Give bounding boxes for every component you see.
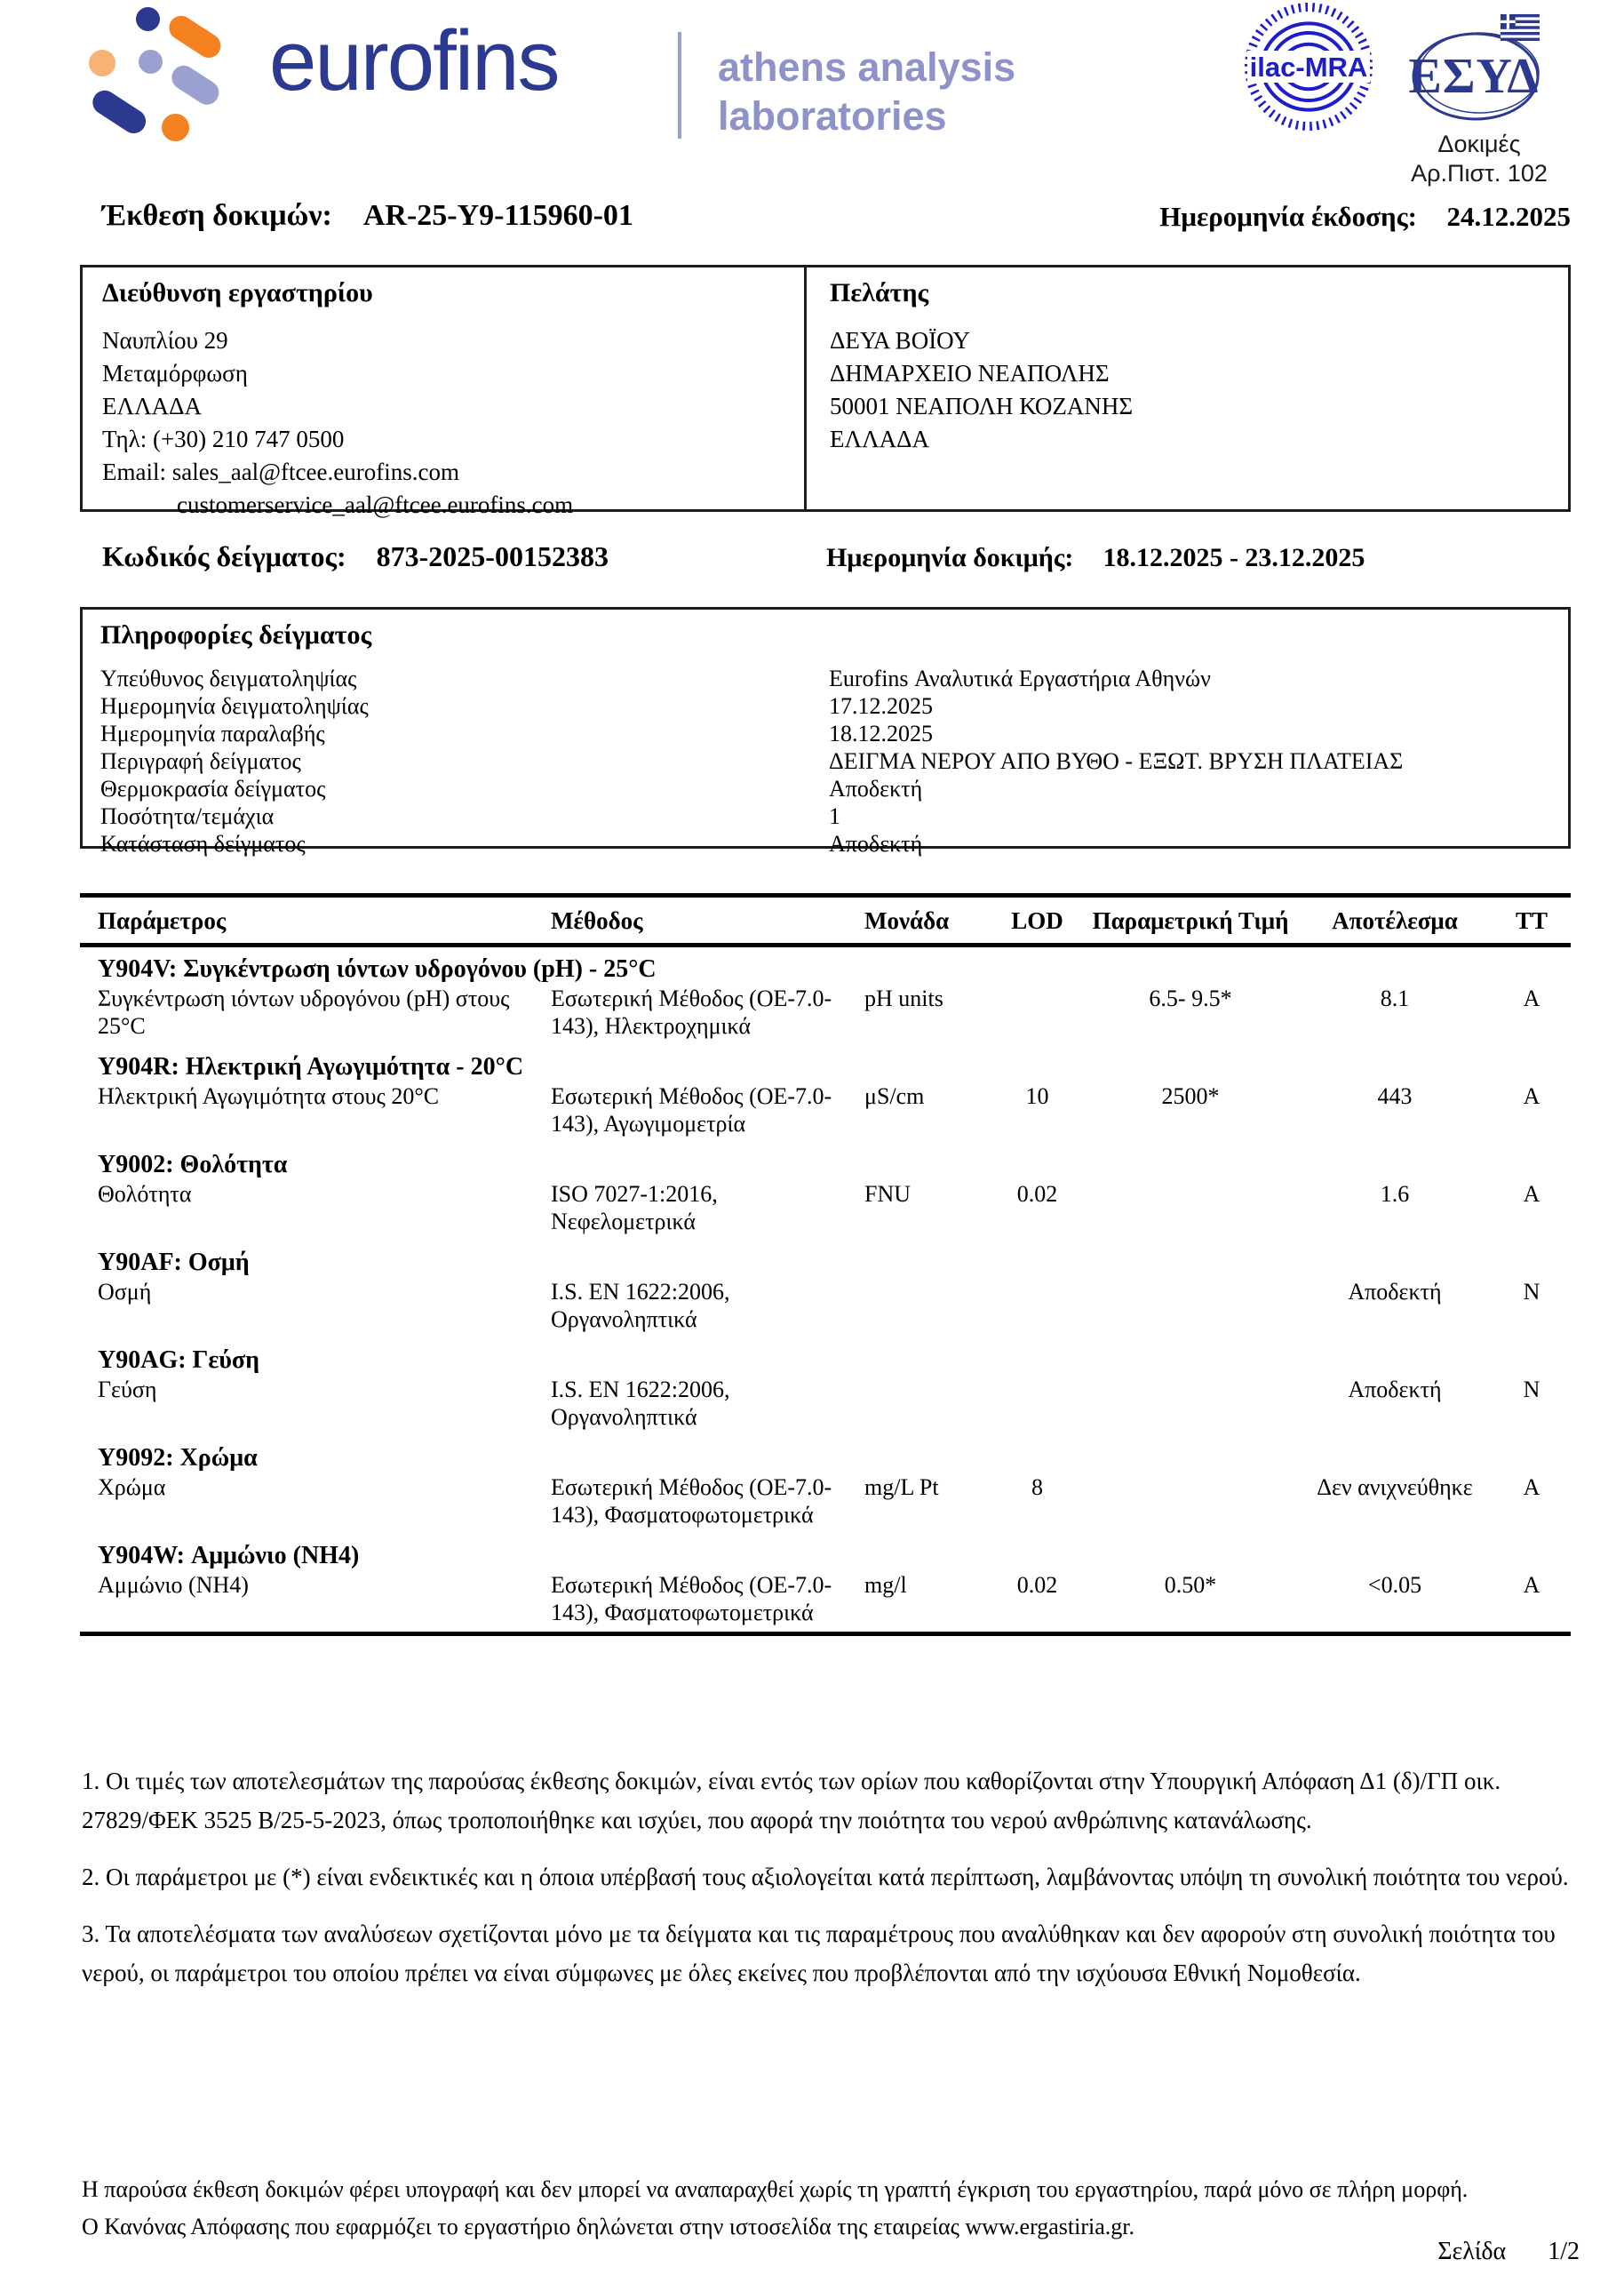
cell-result: Δεν ανιχνεύθηκε: [1317, 1474, 1473, 1500]
cell-tt: A: [1523, 1572, 1540, 1598]
accreditation-caption-line2: Αρ.Πιστ. 102: [1411, 160, 1548, 187]
sample-info-row: [83, 720, 1568, 747]
lab-address-line: Ναυπλίου 29: [102, 327, 228, 354]
issue-date-label: Ημερομηνία έκδοσης:: [1159, 201, 1417, 232]
cell-parameter: Χρώμα: [98, 1474, 166, 1500]
sample-info-label: Υπεύθυνος δειγματοληψίας: [100, 666, 357, 691]
cell-tt: A: [1523, 1474, 1540, 1500]
eurofins-wordmark: eurofins: [269, 13, 559, 108]
page-label: Σελίδα: [1437, 2238, 1507, 2265]
client-line: ΔΕΥΑ ΒΟΪΟΥ: [830, 327, 970, 354]
cell-parameter: Αμμώνιο (NH4): [98, 1572, 249, 1598]
sample-info-label: Ημερομηνία δειγματοληψίας: [100, 693, 369, 719]
cell-parametric-value: 0.50*: [1164, 1572, 1217, 1598]
cell-lod: 0.02: [1016, 1181, 1058, 1207]
lab-email-secondary: customerservice_aal@ftcee.eurofins.com: [177, 491, 574, 518]
results-table-header: [80, 898, 1571, 947]
lab-address-section: [83, 267, 804, 518]
col-header-result: Αποτέλεσμα: [1332, 907, 1458, 934]
group-title: Y904W: Αμμώνιο (NH4): [98, 1542, 360, 1569]
sample-info-value: 1: [829, 803, 840, 829]
group-title: Y90AF: Οσμή: [98, 1249, 250, 1276]
logo-dumbbell-icon: [167, 61, 223, 109]
cell-parameter: Ηλεκτρική Αγωγιμότητα στους 20°C: [98, 1083, 440, 1109]
table-row: [80, 1376, 1571, 1431]
sample-info-heading: Πληροφορίες δείγματος: [100, 620, 372, 650]
page-value: 1/2: [1548, 2238, 1580, 2265]
cell-method: Εσωτερική Μέθοδος (ΟΕ-7.0-143), Φασματοφωτομετρικά: [551, 1572, 832, 1625]
cell-method: Εσωτερική Μέθοδος (ΟΕ-7.0-143), Ηλεκτροχημικά: [551, 986, 832, 1039]
page-number: [1437, 2238, 1580, 2266]
report-title-label: Έκθεση δοκιμών:: [102, 199, 332, 232]
sample-info-row: [83, 665, 1568, 692]
sample-info-value: 18.12.2025: [829, 721, 933, 746]
group-title: Y9092: Χρώμα: [98, 1444, 258, 1472]
lab-address-heading: Διεύθυνση εργαστηρίου: [102, 278, 373, 307]
group-title: Y904V: Συγκέντρωση ιόντων υδρογόνου (pH) - 25°C: [98, 955, 657, 983]
eurofins-dots-logo-icon: [87, 5, 238, 152]
cell-unit: μS/cm: [864, 1083, 925, 1109]
cell-parametric-value: 2500*: [1161, 1083, 1220, 1109]
sample-info-row: [83, 830, 1568, 858]
cell-result: 1.6: [1380, 1181, 1410, 1207]
cell-result: 8.1: [1380, 986, 1410, 1011]
note-1: 1. Οι τιμές των αποτελεσμάτων της παρούσας έκθεσης δοκιμών, είναι εντός των ορίων που καθορίζονται στην Υπουργική Απόφαση Δ1 (δ)/ΓΠ οικ. 27829/ΦΕΚ 3525 Β/25-5-2023, όπως τροποποιήθηκε και ισχύει, που αφορά την ποιότητα του νερού ανθρώπινης κατανάλωσης.: [82, 1768, 1501, 1833]
note-3: 3. Τα αποτελέσματα των αναλύσεων σχετίζονται μόνο με τα δείγματα και τις παραμέτρους που αναλύθηκαν και δεν αφορούν στη συνολική ποιότητα του νερού, οι παράμετροι του οποίου πρέπει να είναι σύμφωνες με όλες εκείνες που προβλέπονται από την ισχύουσα Εθνική Νομοθεσία.: [82, 1920, 1556, 1986]
sub-brand-line1: athens analysis: [718, 44, 1016, 90]
cell-result: <0.05: [1367, 1572, 1422, 1598]
col-header-tt: TT: [1515, 907, 1548, 934]
cell-lod: 10: [1025, 1083, 1049, 1109]
client-heading: Πελάτης: [830, 278, 929, 307]
sample-code-value: 873-2025-00152383: [376, 540, 609, 572]
group-title: Y9002: Θολότητα: [98, 1151, 288, 1178]
table-row: [80, 1082, 1571, 1138]
cell-result: Αποδεκτή: [1348, 1377, 1442, 1402]
logo-divider: [678, 32, 681, 139]
footer-line2: Ο Κανόνας Απόφασης που εφαρμόζει το εργαστήριο δηλώνεται στην ιστοσελίδα της εταιρείας www.ergastiria.gr.: [82, 2214, 1135, 2239]
table-row: [80, 1473, 1571, 1529]
cell-tt: A: [1523, 1181, 1540, 1207]
parties-box: [80, 265, 1571, 518]
table-row: [80, 1180, 1571, 1235]
sample-code-row: [80, 540, 1571, 594]
cell-parameter: Θολότητα: [98, 1181, 192, 1207]
logo-dot-icon: [162, 114, 189, 141]
sample-info-label: Ημερομηνία παραλαβής: [100, 721, 325, 746]
sample-code: [102, 540, 609, 573]
sample-info-box: [80, 607, 1571, 857]
cell-unit: FNU: [864, 1181, 912, 1207]
accreditation-caption-line1: Δοκιμές: [1437, 131, 1521, 157]
group-title: Y90AG: Γεύση: [98, 1346, 259, 1374]
cell-tt: N: [1523, 1279, 1540, 1305]
cell-parameter: Συγκέντρωση ιόντων υδρογόνου (pH) στους 25°C: [98, 986, 510, 1039]
sample-info-row: [83, 775, 1568, 802]
accreditation-caption: [1408, 130, 1550, 188]
issue-date: [1159, 201, 1571, 233]
col-header-parametric-value: Παραμετρική Τιμή: [1092, 907, 1289, 934]
greek-flag-icon: [1501, 14, 1540, 41]
cell-method: Εσωτερική Μέθοδος (ΟΕ-7.0-143), Φασματοφωτομετρικά: [551, 1474, 832, 1528]
cell-result: 443: [1377, 1083, 1413, 1109]
lab-email: Email: sales_aal@ftcee.eurofins.com: [102, 459, 459, 485]
report-number: AR-25-Y9-115960-01: [362, 199, 633, 232]
col-header-parameter: Παράμετρος: [98, 907, 227, 934]
sample-info-row: [83, 747, 1568, 775]
col-header-unit: Μονάδα: [864, 907, 950, 934]
note-2: 2. Οι παράμετροι με (*) είναι ενδεικτικές και η όποια υπέρβασή τους αξιολογείται κατά περίπτωση, λαμβάνοντας υπόψη τη συνολική ποιότητα του νερού.: [82, 1864, 1569, 1890]
cell-result: Αποδεκτή: [1348, 1279, 1442, 1305]
sample-info-label: Ποσότητα/τεμάχια: [100, 803, 275, 829]
logo-dot-icon: [89, 50, 115, 76]
cell-unit: pH units: [864, 986, 943, 1011]
table-row: [80, 1278, 1571, 1333]
issue-date-value: 24.12.2025: [1446, 201, 1571, 232]
ilac-mra-text: ilac-MRA: [1249, 52, 1368, 83]
client-line: ΔΗΜΑΡΧΕΙΟ ΝΕΑΠΟΛΗΣ: [830, 360, 1110, 387]
logo-dumbbell-icon: [164, 12, 225, 63]
cell-unit: mg/l: [864, 1572, 907, 1598]
notes-section: [82, 1761, 1571, 2010]
results-table: [80, 893, 1571, 1636]
test-date: [826, 543, 1365, 573]
sample-info-label: Περιγραφή δείγματος: [100, 748, 301, 774]
logo-dot-icon: [136, 7, 160, 31]
sample-info-value: 17.12.2025: [829, 693, 933, 719]
sample-info-row: [83, 802, 1568, 830]
cell-lod: 8: [1031, 1474, 1043, 1500]
footer-line1: Η παρούσα έκθεση δοκιμών φέρει υπογραφή και δεν μπορεί να αναπαραχθεί χωρίς τη γραπτή έγκριση του εργαστηρίου, παρά μόνο σε πλήρη μορφή.: [82, 2176, 1469, 2202]
athens-analysis-wordmark: [718, 43, 1015, 140]
esyd-logo-icon: [1408, 12, 1550, 131]
client-section: [804, 267, 1568, 509]
test-date-value: 18.12.2025 - 23.12.2025: [1103, 543, 1365, 572]
lab-address-line: Μεταμόρφωση: [102, 360, 248, 387]
table-row: [80, 1571, 1571, 1626]
cell-unit: mg/L Pt: [864, 1474, 939, 1500]
cell-method: ISO 7027-1:2016, Νεφελομετρικά: [551, 1181, 718, 1234]
sample-info-value: Eurofins Αναλυτικά Εργαστήρια Αθηνών: [829, 666, 1211, 691]
report-title: [102, 199, 633, 233]
cell-tt: A: [1523, 986, 1540, 1011]
cell-parametric-value: 6.5- 9.5*: [1149, 986, 1232, 1011]
logo-dot-icon: [139, 50, 163, 74]
lab-phone: Τηλ: (+30) 210 747 0500: [102, 426, 345, 452]
group-title: Y904R: Ηλεκτρική Αγωγιμότητα - 20°C: [98, 1053, 524, 1081]
cell-method: I.S. EN 1622:2006, Οργανοληπτικά: [551, 1279, 730, 1332]
sample-info-label: Θερμοκρασία δείγματος: [100, 776, 326, 802]
col-header-method: Μέθοδος: [551, 907, 643, 934]
lab-address-line: ΕΛΛΑΔΑ: [102, 393, 203, 419]
client-line: ΕΛΛΑΔΑ: [830, 426, 930, 452]
cell-method: I.S. EN 1622:2006, Οργανοληπτικά: [551, 1377, 730, 1430]
sample-info-value: Αποδεκτή: [829, 776, 923, 802]
sub-brand-line2: laboratories: [718, 93, 947, 139]
sample-info-label: Κατάσταση δείγματος: [100, 831, 306, 857]
sample-code-label: Κωδικός δείγματος:: [102, 540, 346, 572]
sample-info-row: [83, 692, 1568, 720]
col-header-lod: LOD: [1011, 907, 1063, 934]
logo-dumbbell-icon: [88, 86, 150, 139]
footer-disclaimer: [82, 2171, 1571, 2246]
cell-tt: N: [1523, 1377, 1540, 1402]
table-row: [80, 985, 1571, 1040]
client-line: 50001 ΝΕΑΠΟΛΗ ΚΟΖΑΝΗΣ: [830, 393, 1134, 419]
cell-parameter: Οσμή: [98, 1279, 152, 1305]
ilac-mra-logo-icon: [1242, 0, 1375, 138]
cell-tt: A: [1523, 1083, 1540, 1109]
cell-lod: 0.02: [1016, 1572, 1058, 1598]
test-date-label: Ημερομηνία δοκιμής:: [826, 543, 1074, 572]
cell-method: Εσωτερική Μέθοδος (ΟΕ-7.0-143), Αγωγιμομετρία: [551, 1083, 832, 1137]
esyd-text: ΕΣΥΔ: [1408, 49, 1540, 104]
sample-info-value: Αποδεκτή: [829, 831, 923, 857]
sample-info-value: ΔΕΙΓΜΑ ΝΕΡΟΥ ΑΠΟ ΒΥΘΟ - ΕΞΩΤ. ΒΡΥΣΗ ΠΛΑΤΕΙΑΣ: [829, 748, 1404, 774]
cell-parameter: Γεύση: [98, 1377, 157, 1402]
